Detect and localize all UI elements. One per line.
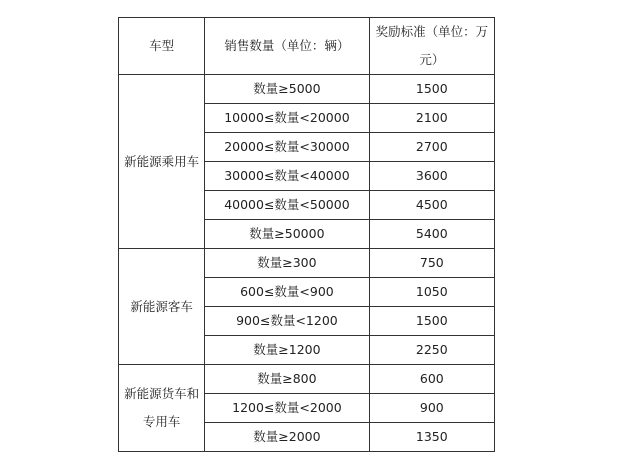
- vehicle-type-cell: [119, 365, 205, 452]
- reward-amount-cell: 900: [369, 394, 494, 423]
- vehicle-type-label: 新能源货车和专用车: [124, 386, 200, 429]
- sales-quantity-cell: 数量≥50000: [205, 220, 369, 249]
- sales-quantity-cell: 600≤数量<900: [205, 278, 369, 307]
- table-row: [119, 249, 495, 278]
- vehicle-type-label: 新能源客车: [130, 298, 193, 314]
- sales-quantity-cell: 数量≥800: [205, 365, 369, 394]
- sales-quantity-cell: 40000≤数量<50000: [205, 191, 369, 220]
- vehicle-type-label: 新能源乘用车: [124, 153, 200, 169]
- table-row: [119, 75, 495, 104]
- header-reward-standard: [369, 18, 494, 75]
- reward-amount-cell: 2250: [369, 336, 494, 365]
- vehicle-type-cell: [119, 249, 205, 365]
- header-sales-quantity-label: 销售数量（单位：辆）: [224, 38, 350, 53]
- header-sales-quantity: [205, 18, 369, 75]
- header-vehicle-type-label: 车型: [149, 38, 175, 53]
- header-reward-standard-label: 奖励标准（单位：万元）: [375, 24, 489, 67]
- reward-amount-cell: 3600: [369, 162, 494, 191]
- reward-amount-cell: 2700: [369, 133, 494, 162]
- reward-table: [118, 17, 495, 452]
- sales-quantity-cell: 900≤数量<1200: [205, 307, 369, 336]
- sales-quantity-cell: 1200≤数量<2000: [205, 394, 369, 423]
- vehicle-type-cell: [119, 75, 205, 249]
- sales-quantity-cell: 数量≥5000: [205, 75, 369, 104]
- reward-amount-cell: 4500: [369, 191, 494, 220]
- sales-quantity-cell: 数量≥300: [205, 249, 369, 278]
- reward-amount-cell: 1350: [369, 423, 494, 452]
- sales-quantity-cell: 10000≤数量<20000: [205, 104, 369, 133]
- sales-quantity-cell: 数量≥2000: [205, 423, 369, 452]
- reward-amount-cell: 1500: [369, 75, 494, 104]
- reward-amount-cell: 1500: [369, 307, 494, 336]
- reward-amount-cell: 600: [369, 365, 494, 394]
- header-vehicle-type: [119, 18, 205, 75]
- sales-quantity-cell: 20000≤数量<30000: [205, 133, 369, 162]
- sales-quantity-cell: 30000≤数量<40000: [205, 162, 369, 191]
- reward-amount-cell: 2100: [369, 104, 494, 133]
- table-row: [119, 365, 495, 394]
- reward-amount-cell: 750: [369, 249, 494, 278]
- reward-amount-cell: 1050: [369, 278, 494, 307]
- sales-quantity-cell: 数量≥1200: [205, 336, 369, 365]
- reward-amount-cell: 5400: [369, 220, 494, 249]
- table-header-row: [119, 18, 495, 75]
